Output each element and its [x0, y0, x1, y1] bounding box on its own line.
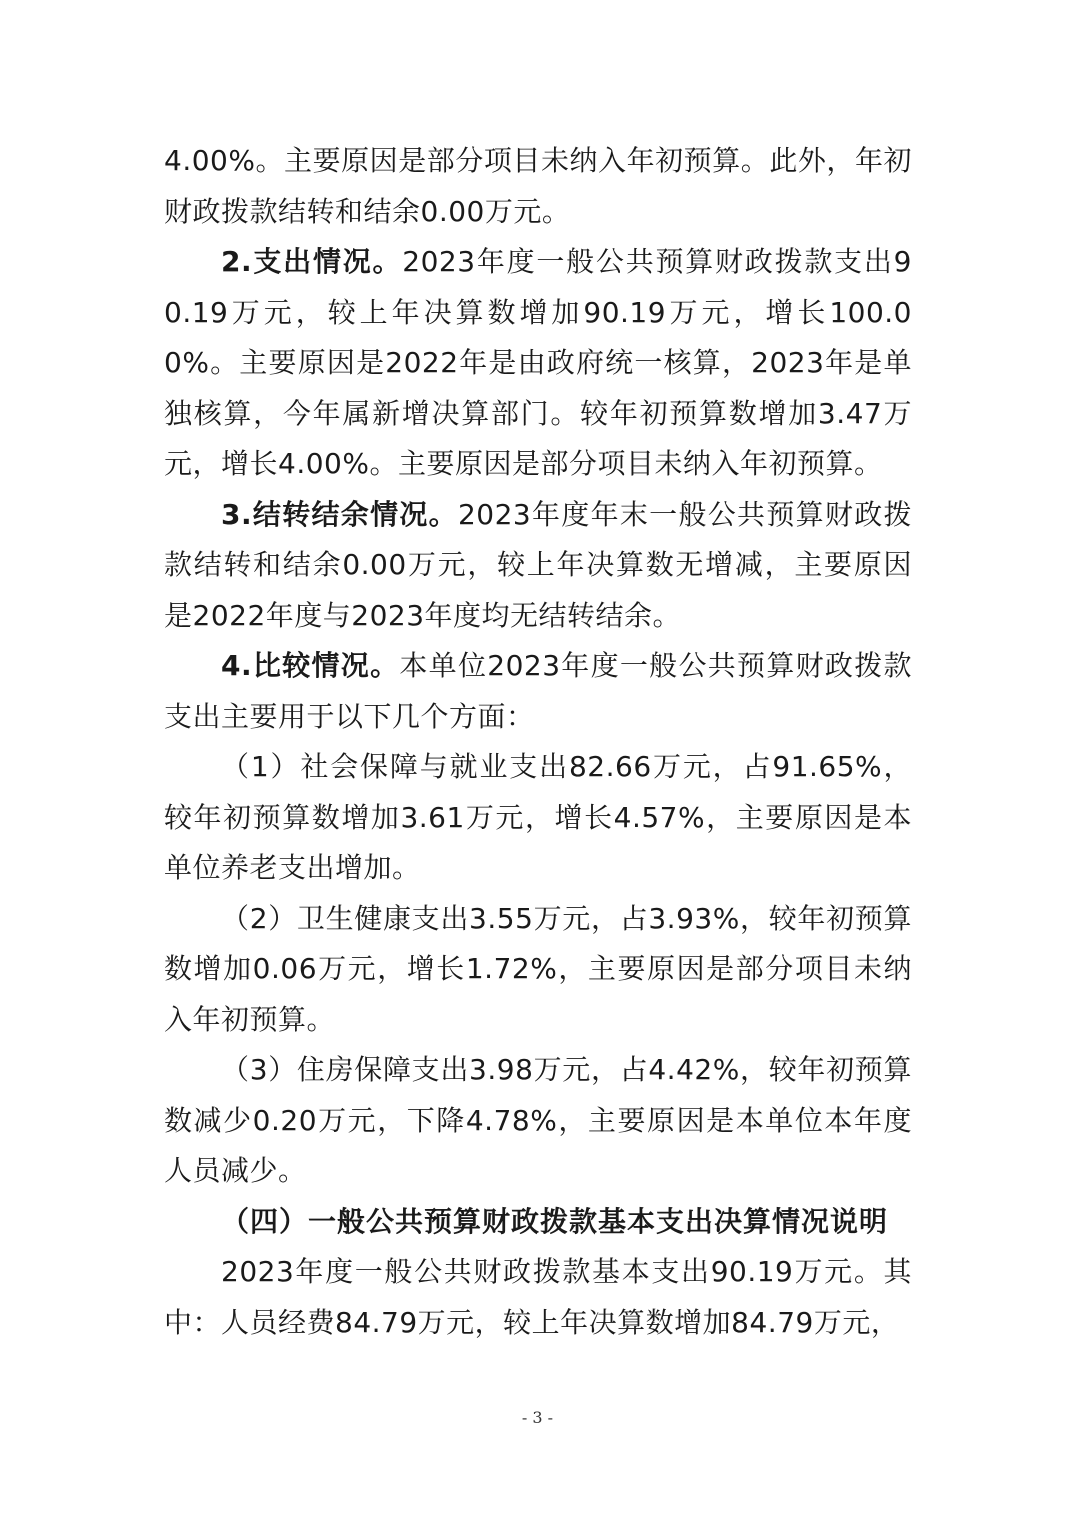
paragraph-text: 2023年度一般公共财政拨款基本支出90.19万元。其中：人员经费84.79万元，较上年决算数增加84.79万元，	[164, 1255, 912, 1339]
paragraph-text: 4.00%。主要原因是部分项目未纳入年初预算。此外，年初财政拨款结转和结余0.00万元。	[164, 144, 912, 228]
paragraph-heading: 4.比较情况。	[221, 649, 400, 682]
paragraph-item-health	[164, 894, 912, 1046]
paragraph-text: 2023年度年末一般公共预算财政拨款结转和结余0.00万元，较上年决算数无增减，主要原因是2022年度与2023年度均无结转结余。	[164, 497, 912, 632]
paragraph-text: （1）社会保障与就业支出82.66万元，占91.65%，较年初预算数增加3.61万元，增长4.57%，主要原因是本单位养老支出增加。	[164, 750, 912, 884]
paragraph-expenditure	[164, 237, 912, 490]
paragraph-carryover	[164, 136, 912, 237]
paragraph-item-social-security	[164, 742, 912, 894]
paragraph-comparison	[164, 641, 912, 742]
paragraph-heading: 3.结转结余情况。	[221, 497, 458, 531]
paragraph-text: （2）卫生健康支出3.55万元，占3.93%，较年初预算数增加0.06万元，增长1.72%，主要原因是部分项目未纳入年初预算。	[164, 901, 912, 1036]
page-number: - 3 -	[521, 1408, 554, 1427]
paragraph-basic-expenditure	[164, 1247, 912, 1348]
paragraph-heading: 2.支出情况。	[221, 245, 403, 278]
paragraph-text: 2023年度一般公共预算财政拨款支出90.19万元，较上年决算数增加90.19万元，增长100.00%。主要原因是2022年是由政府统一核算，2023年是单独核算，今年属新增决算部门。较年初预算数增加3.47万元，增长4.00%。主要原因是部分项目未纳入年初预算。	[164, 245, 912, 480]
paragraph-text: 本单位2023年度一般公共预算财政拨款支出主要用于以下几个方面：	[164, 649, 912, 733]
document-body	[164, 136, 912, 1348]
paragraph-balance	[164, 490, 912, 642]
section-title: （四）一般公共预算财政拨款基本支出决算情况说明	[221, 1204, 889, 1238]
paragraph-item-housing	[164, 1045, 912, 1197]
paragraph-text: （3）住房保障支出3.98万元，占4.42%，较年初预算数减少0.20万元，下降4.78%，主要原因是本单位本年度人员减少。	[164, 1053, 912, 1187]
